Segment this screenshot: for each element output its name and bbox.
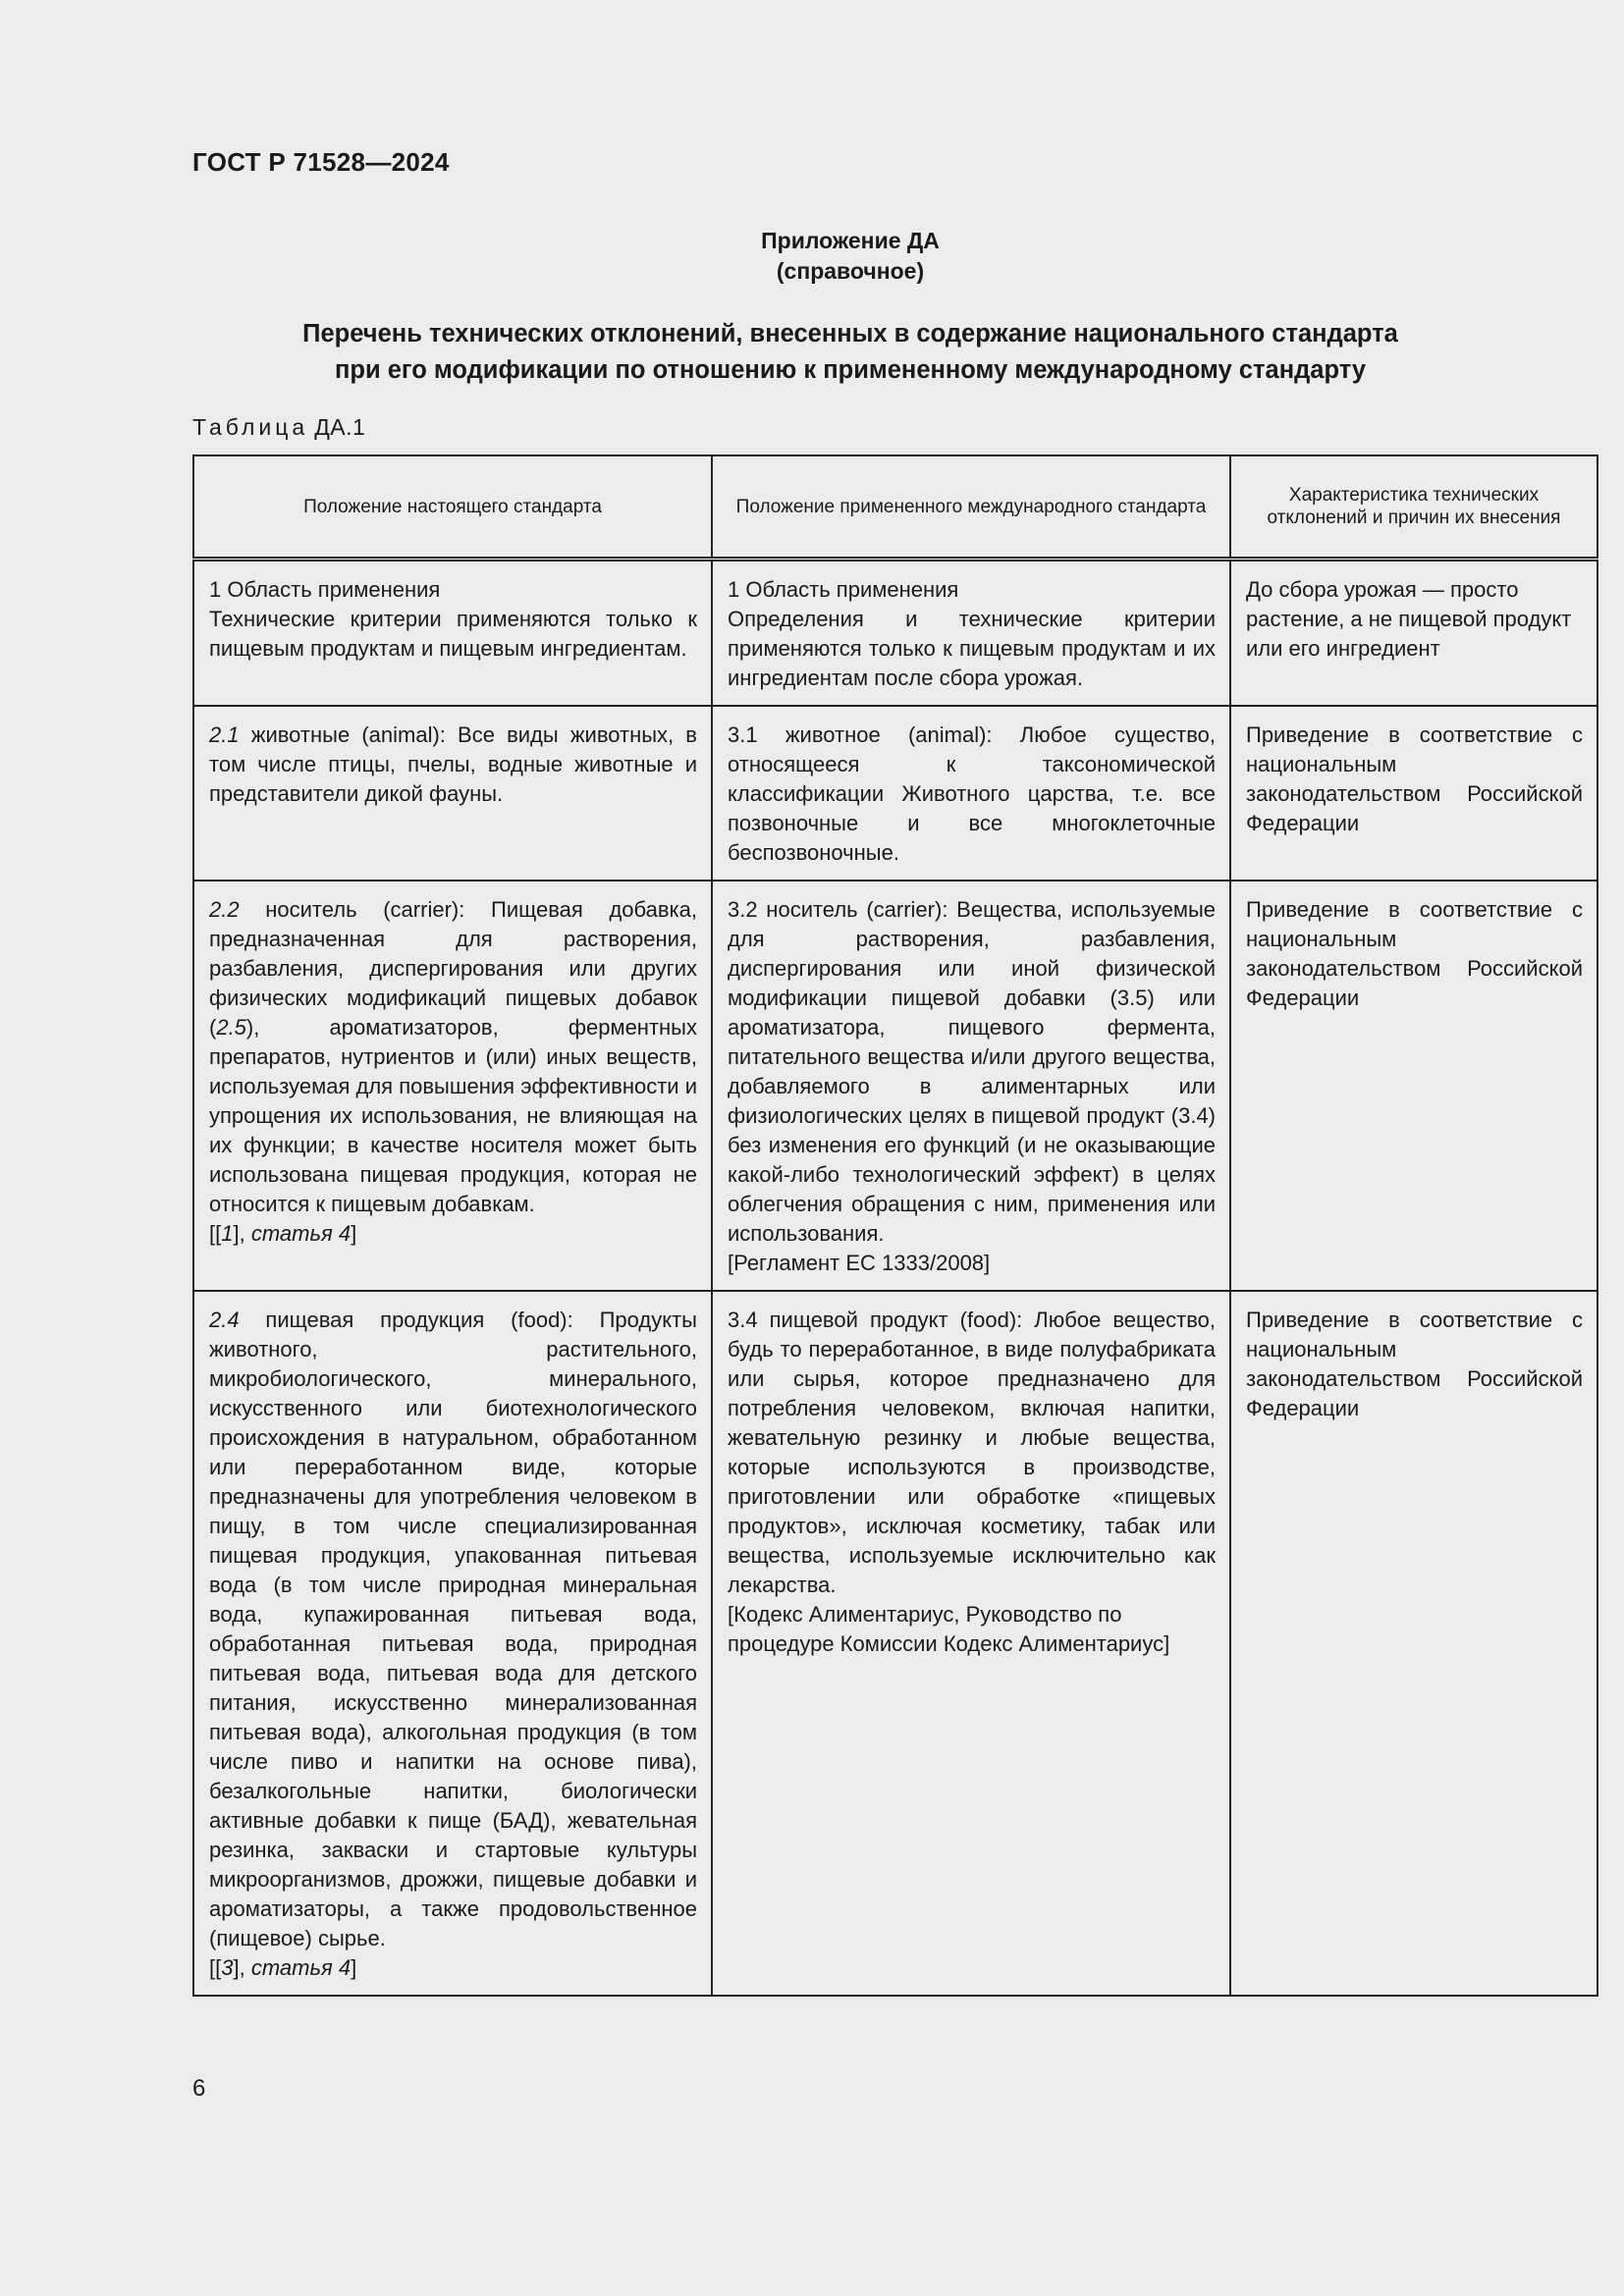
clause-number: 2.2 — [209, 897, 240, 922]
source-reference: [Кодекс Алиментариус, Руководство по процедуре Комиссии Кодекс Алиментариус] — [728, 1602, 1170, 1656]
cell-national — [193, 706, 712, 881]
appendix-heading — [192, 226, 1508, 287]
column-header-international: Положение примененного международного стандарта — [712, 455, 1230, 560]
deviation-text: Приведение в соответствие с национальным законодательством Российской Федерации — [1246, 897, 1583, 1010]
bibliography-article: статья 4 — [250, 1221, 352, 1246]
cell-deviation — [1230, 1291, 1597, 1996]
deviation-text: Приведение в соответствие с национальным законодательством Российской Федерации — [1246, 1308, 1583, 1420]
clause-text: 3.2 носитель (carrier): Вещества, используемые для растворения, разбавления, диспергирования или иной физической модификации пищевой добавки (3.5) или ароматизатора, пищевого фермента, питательного вещества и/или другого вещества, добавляемого в алиментарных или физиологических целях в пищевой продукт (3.4) без изменения его функций (и не оказывающие какой-либо технологический эффект) в целях облегчения обращения с ним, применения или использования. — [728, 897, 1216, 1246]
clause-text — [209, 721, 697, 809]
table-row — [193, 706, 1597, 881]
column-header-deviation: Характеристика технических отклонений и причин их внесения — [1230, 455, 1597, 560]
deviations-table — [192, 454, 1598, 1997]
appendix-subtitle: (справочное) — [776, 258, 925, 284]
cell-national — [193, 1291, 712, 1996]
document-title — [192, 316, 1508, 389]
clause-text — [209, 895, 697, 1219]
clause-title: 1 Область применения — [728, 577, 959, 602]
cell-international — [712, 1291, 1230, 1996]
clause-body: носитель (carrier): Пищевая добавка, предназначенная для растворения, разбавления, диспергирования или других физических модификаций пищевых добавок ( — [209, 897, 697, 1040]
bibliography-number: 3 — [221, 1955, 234, 1980]
clause-body: пищевая продукция (food): Продукты животного, растительного, микробиологического, минерального, искусственного или биотехнологического происхождения в натуральном, обработанном или переработанном виде, которые предназначены для употребления человеком в пищу, в том числе специализированная пищевая продукция, упакованная питьевая вода (в том числе природная минеральная вода, купажированная питьевая вода, обработанная питьевая вода, природная питьевая вода, питьевая вода для детского питания, искусственно минерализованная питьевая вода), алкогольная продукция (в том числе пиво и напитки на основе пива), безалкогольные напитки, биологически активные добавки к пище (БАД), жевательная резинка, закваски и стартовые культуры микроорганизмов, дрожжи, пищевые добавки и ароматизаторы, а также продовольственное (пищевое) сырье. — [209, 1308, 697, 1950]
clause-text: 3.4 пищевой продукт (food): Любое вещество, будь то переработанное, в виде полуфабриката или сырья, которое предназначено для потребления человеком, включая напитки, жевательную резинку и любые вещества, которые используются в производстве, приготовлении или обработке «пищевых продуктов», исключая косметику, табак или вещества, используемые исключительно как лекарства. — [728, 1308, 1216, 1597]
table-caption-number: ДА.1 — [314, 414, 366, 440]
clause-text: Определения и технические критерии применяются только к пищевым продуктам и их ингредиентам после сбора урожая. — [728, 607, 1216, 690]
cell-deviation — [1230, 560, 1597, 707]
bibliography-number: 1 — [221, 1221, 234, 1246]
deviation-text: Приведение в соответствие с национальным законодательством Российской Федерации — [1246, 722, 1583, 835]
clause-body-continued: ), ароматизаторов, ферментных препаратов, нутриентов и (или) иных веществ, используемая для повышения эффективности и упрощения их использования, не влияющая на их функции; в качестве носителя может быть использована пищевая продукция, которая не относится к пищевым добавкам. — [209, 1015, 697, 1216]
table-row — [193, 560, 1597, 707]
cell-national — [193, 560, 712, 707]
table-row — [193, 881, 1597, 1291]
bibliography-reference: [[3], статья 4] — [209, 1955, 357, 1980]
clause-text: 3.1 животное (animal): Любое существо, относящееся к таксономической классификации Животного царства, т.е. все позвоночные и все многоклеточные беспозвоночные. — [728, 722, 1216, 865]
cell-international — [712, 560, 1230, 707]
bibliography-article: статья 4 — [250, 1955, 352, 1980]
clause-number: 2.1 — [209, 722, 240, 747]
document-title-line-1: Перечень технических отклонений, внесенных в содержание национального стандарта — [302, 320, 1398, 347]
source-reference: [Регламент ЕС 1333/2008] — [728, 1251, 991, 1275]
bibliography-reference: [[1], статья 4] — [209, 1221, 357, 1246]
clause-number: 2.4 — [209, 1308, 240, 1332]
table-row — [193, 1291, 1597, 1996]
table-caption — [192, 414, 365, 441]
inline-reference: 2.5 — [216, 1015, 246, 1040]
table-header-row — [193, 455, 1597, 560]
standard-designation: ГОСТ Р 71528—2024 — [192, 147, 450, 177]
document-title-line-2: при его модификации по отношению к примененному международному стандарту — [334, 356, 1367, 384]
cell-international — [712, 881, 1230, 1291]
table-caption-word: Таблица — [192, 414, 309, 440]
column-header-national: Положение настоящего стандарта — [193, 455, 712, 560]
cell-deviation — [1230, 706, 1597, 881]
cell-national — [193, 881, 712, 1291]
cell-international — [712, 706, 1230, 881]
appendix-title: Приложение ДА — [761, 228, 940, 253]
cell-deviation — [1230, 881, 1597, 1291]
clause-text — [209, 1306, 697, 1953]
clause-title: 1 Область применения — [209, 577, 441, 602]
deviation-text: До сбора урожая — просто растение, а не пищевой продукт или его ингредиент — [1246, 577, 1572, 661]
page-number: 6 — [192, 2075, 206, 2102]
clause-text: Технические критерии применяются только к пищевым продуктам и пищевым ингредиентам. — [209, 607, 697, 661]
clause-body: животные (animal): Все виды животных, в том числе птицы, пчелы, водные животные и представители дикой фауны. — [209, 722, 697, 806]
